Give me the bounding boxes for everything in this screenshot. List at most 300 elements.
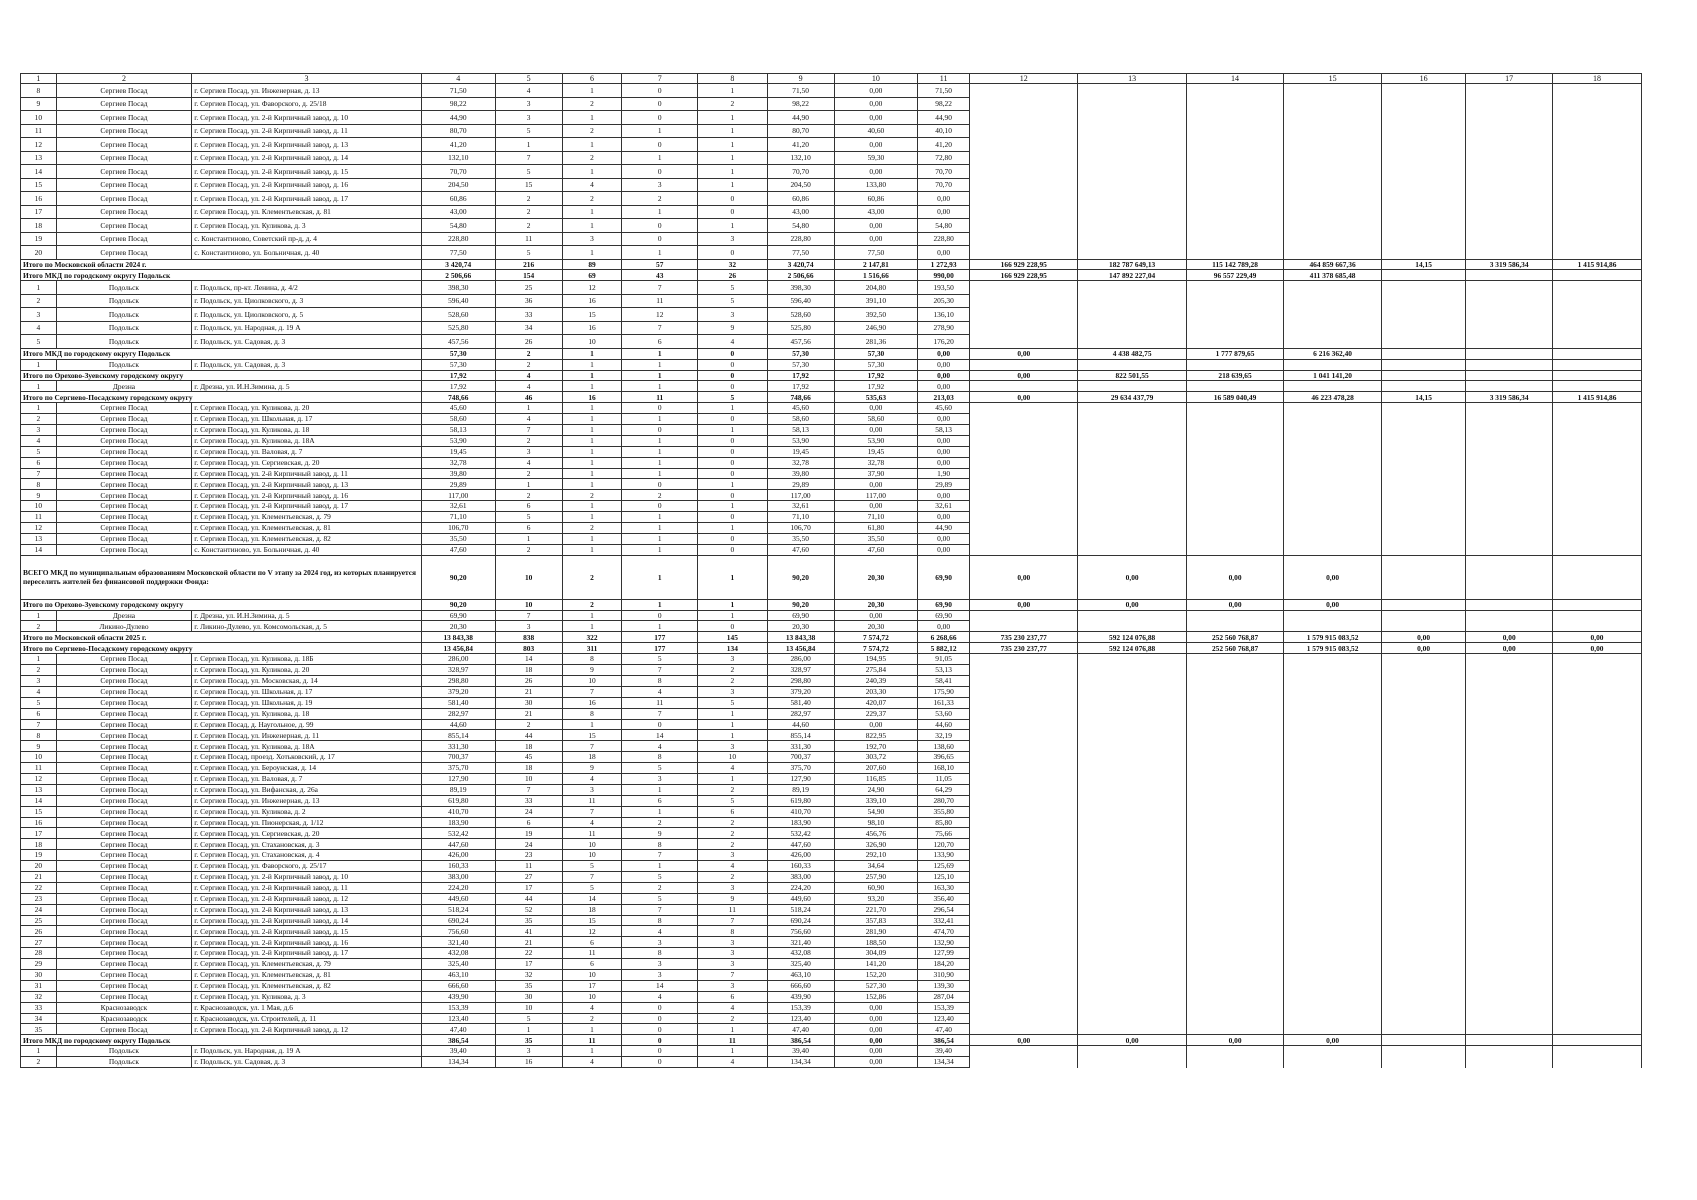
municipality-cell: Сергиев Посад (56, 84, 191, 98)
cell-value: 5 (698, 294, 767, 308)
cell-value: 33 (495, 795, 562, 806)
address-cell: г. Сергиев Посад, ул. Бероунская, д. 14 (192, 763, 422, 774)
empty-cell (1381, 991, 1466, 1002)
cell-value: 0,00 (918, 192, 970, 206)
empty-cell (1466, 926, 1553, 937)
address-cell: г. Сергиев Посад, ул. 2-й Кирпичный завод, д. 17 (192, 948, 422, 959)
empty-cell (1284, 178, 1382, 192)
row-number: 8 (21, 730, 57, 741)
cell-value: 29 634 437,79 (1078, 392, 1186, 403)
address-cell: г. Сергиев Посад, ул. Клементьевская, д. 81 (192, 969, 422, 980)
cell-value: 1 777 879,65 (1186, 348, 1284, 359)
empty-cell (1553, 991, 1642, 1002)
cell-value: 89,19 (767, 784, 834, 795)
empty-cell (1284, 828, 1382, 839)
cell-value: 53,13 (918, 665, 970, 676)
empty-cell (1553, 232, 1642, 246)
row-number: 9 (21, 741, 57, 752)
row-number: 20 (21, 861, 57, 872)
cell-value: 47,60 (767, 544, 834, 555)
empty-cell (1466, 192, 1553, 206)
empty-cell (1466, 294, 1553, 308)
cell-value: 58,13 (767, 425, 834, 436)
cell-value: 5 (622, 654, 698, 665)
empty-cell (1186, 959, 1284, 970)
empty-cell (1078, 219, 1186, 233)
empty-cell (1381, 178, 1466, 192)
cell-value: 7 (495, 610, 562, 621)
cell-value: 383,00 (421, 871, 495, 882)
municipality-cell: Ликино-Дулево (56, 621, 191, 632)
empty-cell (1553, 1002, 1642, 1013)
empty-cell (1078, 335, 1186, 349)
empty-cell (1186, 839, 1284, 850)
cell-value: 0 (622, 1013, 698, 1024)
empty-cell (970, 1002, 1078, 1013)
cell-value: 2 (562, 97, 622, 111)
row-number: 7 (21, 468, 57, 479)
address-cell: г. Сергиев Посад, ул. 2-й Кирпичный завод, д. 10 (192, 111, 422, 125)
empty-cell (1466, 937, 1553, 948)
row-number: 4 (21, 686, 57, 697)
row-number: 12 (21, 773, 57, 784)
cell-value: 24,90 (834, 784, 917, 795)
cell-value: 16 (562, 294, 622, 308)
cell-value: 0,00 (1466, 632, 1553, 643)
cell-value: 7 (622, 281, 698, 295)
address-cell: г. Сергиев Посад, ул. 2-й Кирпичный завод, д. 10 (192, 871, 422, 882)
cell-value: 2 (622, 192, 698, 206)
table-row (21, 523, 1642, 534)
table-row (21, 321, 1642, 335)
row-number: 3 (21, 425, 57, 436)
address-cell: г. Подольск, ул. Садовая, д. 3 (192, 1057, 422, 1068)
municipality-cell: Сергиев Посад (56, 763, 191, 774)
empty-cell (1381, 969, 1466, 980)
cell-value: 0 (698, 435, 767, 446)
empty-cell (1078, 752, 1186, 763)
empty-cell (1186, 904, 1284, 915)
empty-cell (1284, 991, 1382, 1002)
cell-value: 32,19 (918, 730, 970, 741)
cell-value (1381, 348, 1466, 359)
cell-value: 457,56 (767, 335, 834, 349)
address-cell: г. Сергиев Посад, ул. 2-й Кирпичный завод, д. 13 (192, 479, 422, 490)
empty-cell (970, 991, 1078, 1002)
cell-value: 17,92 (767, 381, 834, 392)
table-row (21, 697, 1642, 708)
cell-value: 6 (495, 501, 562, 512)
total-row (21, 392, 1642, 403)
empty-cell (1078, 959, 1186, 970)
cell-value: 30 (495, 697, 562, 708)
empty-cell (1186, 697, 1284, 708)
empty-cell (1186, 1013, 1284, 1024)
cell-value: 7 (495, 151, 562, 165)
address-cell: г. Сергиев Посад, ул. Инженерная, д. 13 (192, 84, 422, 98)
cell-value: 1 (562, 425, 622, 436)
cell-value: 52 (495, 904, 562, 915)
cell-value: 0 (698, 370, 767, 381)
empty-cell (970, 730, 1078, 741)
empty-cell (1186, 219, 1284, 233)
cell-value: 8 (562, 708, 622, 719)
empty-cell (1553, 850, 1642, 861)
table-row (21, 97, 1642, 111)
cell-value: 0,00 (970, 370, 1078, 381)
empty-cell (1466, 817, 1553, 828)
municipality-cell: Сергиев Посад (56, 665, 191, 676)
cell-value: 4 (495, 414, 562, 425)
empty-cell (1186, 1002, 1284, 1013)
cell-value: 6 268,66 (918, 632, 970, 643)
address-cell: г. Подольск, пр-кт. Ленина, д. 4/2 (192, 281, 422, 295)
row-number: 2 (21, 294, 57, 308)
empty-cell (1284, 359, 1382, 370)
empty-cell (1553, 784, 1642, 795)
cell-value: 4 (495, 370, 562, 381)
row-number: 18 (21, 219, 57, 233)
address-cell: г. Сергиев Посад, ул. Куликова, д. 18 (192, 425, 422, 436)
empty-cell (1186, 741, 1284, 752)
table-row (21, 959, 1642, 970)
cell-value: 822,95 (834, 730, 917, 741)
table-row (21, 281, 1642, 295)
cell-value: 77,50 (421, 246, 495, 260)
cell-value: 3 (622, 959, 698, 970)
empty-cell (1381, 1057, 1466, 1068)
cell-value: 7 (562, 871, 622, 882)
empty-cell (1078, 915, 1186, 926)
address-cell: г. Сергиев Посад, ул. Куликова, д. 3 (192, 219, 422, 233)
cell-value: 24 (495, 839, 562, 850)
row-number: 28 (21, 948, 57, 959)
cell-value: 7 574,72 (834, 632, 917, 643)
empty-cell (970, 446, 1078, 457)
empty-cell (1284, 730, 1382, 741)
empty-cell (1078, 719, 1186, 730)
empty-cell (1381, 817, 1466, 828)
table-row (21, 457, 1642, 468)
column-header: 3 (192, 74, 422, 84)
cell-value: 432,08 (421, 948, 495, 959)
empty-cell (1078, 381, 1186, 392)
cell-value: 9 (562, 665, 622, 676)
municipality-cell: Сергиев Посад (56, 784, 191, 795)
cell-value: 123,40 (767, 1013, 834, 1024)
empty-cell (1078, 969, 1186, 980)
empty-cell (1466, 839, 1553, 850)
cell-value: 4 (562, 1002, 622, 1013)
cell-value: 0,00 (1381, 632, 1466, 643)
cell-value: 1 415 914,86 (1553, 392, 1642, 403)
empty-cell (1381, 861, 1466, 872)
empty-cell (1381, 675, 1466, 686)
empty-cell (1078, 621, 1186, 632)
row-number: 2 (21, 1057, 57, 1068)
table-row (21, 165, 1642, 179)
empty-cell (1078, 138, 1186, 152)
address-cell: г. Сергиев Посад, ул. 2-й Кирпичный завод, д. 11 (192, 882, 422, 893)
cell-value: 1 (622, 512, 698, 523)
empty-cell (970, 980, 1078, 991)
cell-value: 1 041 141,20 (1284, 370, 1382, 381)
empty-cell (1078, 205, 1186, 219)
total-row (21, 599, 1642, 610)
empty-cell (1284, 111, 1382, 125)
empty-cell (1466, 124, 1553, 138)
cell-value: 13 843,38 (767, 632, 834, 643)
cell-value: 6 (495, 817, 562, 828)
empty-cell (1186, 512, 1284, 523)
cell-value: 141,20 (834, 959, 917, 970)
cell-value: 4 (562, 817, 622, 828)
empty-cell (970, 795, 1078, 806)
cell-value: 3 (495, 1046, 562, 1057)
cell-value: 4 (698, 1002, 767, 1013)
cell-value (1466, 1035, 1553, 1046)
cell-value: 39,40 (421, 1046, 495, 1057)
empty-cell (1186, 1057, 1284, 1068)
cell-value: 4 (622, 741, 698, 752)
cell-value: 0,00 (1078, 599, 1186, 610)
empty-cell (1186, 850, 1284, 861)
empty-cell (1466, 457, 1553, 468)
cell-value: 3 (495, 111, 562, 125)
cell-value: 3 (698, 980, 767, 991)
empty-cell (1186, 178, 1284, 192)
address-cell: г. Сергиев Посад, ул. Куликова, д. 18 (192, 708, 422, 719)
address-cell: с. Константиново, ул. Больничная, д. 40 (192, 246, 422, 260)
cell-value: 5 (698, 697, 767, 708)
empty-cell (1553, 192, 1642, 206)
municipality-cell: Сергиев Посад (56, 523, 191, 534)
cell-value: 20,30 (421, 621, 495, 632)
municipality-cell: Сергиев Посад (56, 861, 191, 872)
cell-value: 357,83 (834, 915, 917, 926)
cell-value: 1 (622, 151, 698, 165)
cell-value: 35 (495, 915, 562, 926)
row-number: 6 (21, 708, 57, 719)
cell-value: 34 (495, 321, 562, 335)
row-number: 9 (21, 97, 57, 111)
row-number: 22 (21, 882, 57, 893)
cell-value: 20,30 (834, 555, 917, 599)
cell-value: 0,00 (834, 232, 917, 246)
address-cell: г. Сергиев Посад, ул. Куликова, д. 20 (192, 403, 422, 414)
empty-cell (1078, 1002, 1186, 1013)
cell-value: 0,00 (834, 138, 917, 152)
cell-value: 4 (562, 773, 622, 784)
empty-cell (1553, 523, 1642, 534)
cell-value: 1 (698, 719, 767, 730)
cell-value: 134,34 (918, 1057, 970, 1068)
cell-value: 35,50 (767, 533, 834, 544)
table-row (21, 151, 1642, 165)
cell-value: 2 506,66 (767, 270, 834, 281)
empty-cell (1466, 281, 1553, 295)
municipality-cell: Сергиев Посад (56, 871, 191, 882)
cell-value: 228,80 (918, 232, 970, 246)
cell-value: 32,61 (918, 501, 970, 512)
empty-cell (1466, 1057, 1553, 1068)
cell-value: 10 (495, 555, 562, 599)
cell-value: 127,90 (767, 773, 834, 784)
table-row (21, 763, 1642, 774)
empty-cell (1078, 610, 1186, 621)
table-row (21, 84, 1642, 98)
cell-value: 0 (698, 468, 767, 479)
empty-cell (1553, 205, 1642, 219)
cell-value: 11 (622, 697, 698, 708)
empty-cell (1186, 321, 1284, 335)
empty-cell (1553, 719, 1642, 730)
empty-cell (1553, 839, 1642, 850)
address-cell: г. Сергиев Посад, ул. 2-й Кирпичный завод, д. 11 (192, 468, 422, 479)
empty-cell (1381, 446, 1466, 457)
empty-cell (1553, 446, 1642, 457)
cell-value: 1 (562, 533, 622, 544)
column-header: 2 (56, 74, 191, 84)
cell-value: 117,00 (421, 490, 495, 501)
cell-value: 2 (622, 490, 698, 501)
cell-value: 325,40 (767, 959, 834, 970)
empty-cell (1381, 425, 1466, 436)
cell-value: 177 (622, 643, 698, 654)
cell-value: 257,90 (834, 871, 917, 882)
cell-value: 282,97 (767, 708, 834, 719)
cell-value: 106,70 (421, 523, 495, 534)
cell-value: 0 (698, 246, 767, 260)
cell-value (1553, 555, 1642, 599)
empty-cell (970, 138, 1078, 152)
cell-value: 735 230 237,77 (970, 643, 1078, 654)
address-cell: г. Сергиев Посад, ул. Вифанская, д. 26а (192, 784, 422, 795)
municipality-cell: Подольск (56, 359, 191, 370)
cell-value: 7 (562, 686, 622, 697)
cell-value: 0,00 (918, 490, 970, 501)
cell-value: 22 (495, 948, 562, 959)
municipality-cell: Краснозаводск (56, 1013, 191, 1024)
empty-cell (1284, 1024, 1382, 1035)
empty-cell (1078, 533, 1186, 544)
total-row (21, 555, 1642, 599)
total-label: Итого по Московской области 2025 г. (21, 632, 422, 643)
cell-value: 46 (495, 392, 562, 403)
cell-value: 0,00 (834, 719, 917, 730)
empty-cell (1078, 686, 1186, 697)
cell-value: 396,65 (918, 752, 970, 763)
row-number: 13 (21, 151, 57, 165)
cell-value: 331,30 (421, 741, 495, 752)
empty-cell (970, 719, 1078, 730)
cell-value: 281,90 (834, 926, 917, 937)
cell-value: 35,50 (421, 533, 495, 544)
cell-value: 1 (698, 84, 767, 98)
empty-cell (1381, 321, 1466, 335)
cell-value (1553, 599, 1642, 610)
empty-cell (1284, 544, 1382, 555)
cell-value: 33 (495, 308, 562, 322)
cell-value: 24 (495, 806, 562, 817)
empty-cell (970, 308, 1078, 322)
address-cell: г. Сергиев Посад, ул. Куликова, д. 18Б (192, 654, 422, 665)
empty-cell (1466, 151, 1553, 165)
municipality-cell: Краснозаводск (56, 1002, 191, 1013)
empty-cell (1553, 138, 1642, 152)
address-cell: г. Сергиев Посад, д. Наугольное, д. 99 (192, 719, 422, 730)
cell-value: 5 (698, 281, 767, 295)
empty-cell (1553, 414, 1642, 425)
municipality-cell: Сергиев Посад (56, 686, 191, 697)
total-row (21, 348, 1642, 359)
address-cell: г. Сергиев Посад, ул. Школьная, д. 19 (192, 697, 422, 708)
cell-value: 69,90 (918, 599, 970, 610)
empty-cell (1381, 621, 1466, 632)
cell-value: 0,00 (834, 111, 917, 125)
empty-cell (1553, 882, 1642, 893)
cell-value: 15 (495, 178, 562, 192)
cell-value: 3 (698, 850, 767, 861)
cell-value: 339,10 (834, 795, 917, 806)
empty-cell (1186, 151, 1284, 165)
cell-value: 0 (698, 192, 767, 206)
cell-value: 331,30 (767, 741, 834, 752)
empty-cell (1186, 980, 1284, 991)
empty-cell (1078, 1013, 1186, 1024)
empty-cell (1284, 97, 1382, 111)
empty-cell (1381, 806, 1466, 817)
empty-cell (1466, 414, 1553, 425)
cell-value: 47,60 (421, 544, 495, 555)
cell-value: 1 (698, 523, 767, 534)
cell-value: 2 (698, 97, 767, 111)
cell-value: 154 (495, 270, 562, 281)
empty-cell (970, 321, 1078, 335)
cell-value: 58,60 (834, 414, 917, 425)
cell-value: 3 (698, 882, 767, 893)
empty-cell (1078, 926, 1186, 937)
cell-value: 213,03 (918, 392, 970, 403)
table-row (21, 861, 1642, 872)
row-number: 1 (21, 403, 57, 414)
table-row (21, 425, 1642, 436)
cell-value: 432,08 (767, 948, 834, 959)
cell-value: 0 (698, 544, 767, 555)
cell-value: 17,92 (421, 370, 495, 381)
empty-cell (1284, 1013, 1382, 1024)
cell-value: 0,00 (1553, 643, 1642, 654)
cell-value: 375,70 (767, 763, 834, 774)
cell-value: 204,80 (834, 281, 917, 295)
empty-cell (970, 403, 1078, 414)
empty-cell (1284, 980, 1382, 991)
cell-value: 0,00 (918, 457, 970, 468)
row-number: 16 (21, 192, 57, 206)
cell-value: 1 (562, 610, 622, 621)
empty-cell (1078, 165, 1186, 179)
empty-cell (1078, 281, 1186, 295)
cell-value: 3 (698, 686, 767, 697)
empty-cell (1381, 773, 1466, 784)
empty-cell (1553, 151, 1642, 165)
empty-cell (970, 232, 1078, 246)
cell-value: 756,60 (421, 926, 495, 937)
cell-value: 0 (622, 219, 698, 233)
address-cell: г. Сергиев Посад, ул. 2-й Кирпичный завод, д. 13 (192, 138, 422, 152)
empty-cell (1078, 501, 1186, 512)
cell-value: 581,40 (421, 697, 495, 708)
